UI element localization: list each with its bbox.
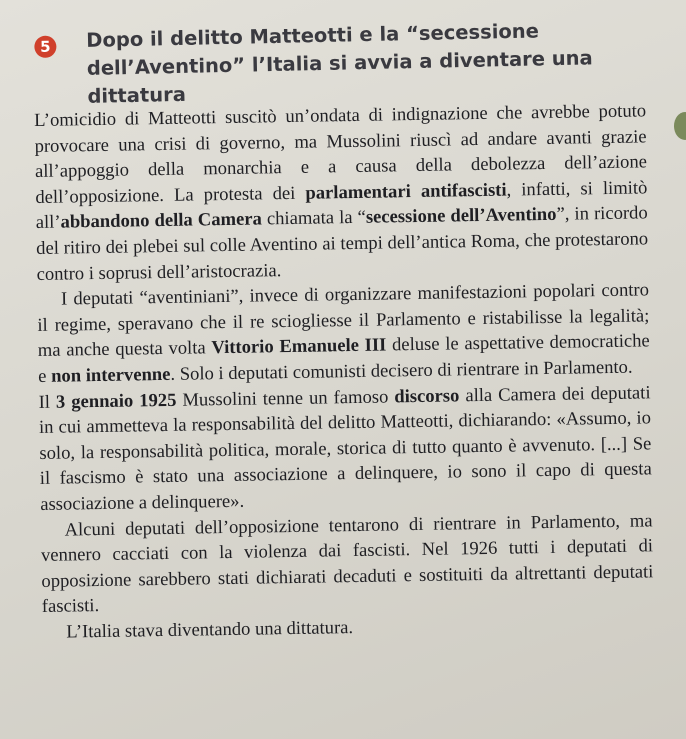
- paragraph-text: Alcuni deputati dell’opposizione tentarono di rientrare in Parlamento, ma vennero cacciati con la violenza dai fascisti. Nel 1926 tutti i deputati di opposizione sarebbero stati dichiarati decaduti e sostituiti da altrettanti deputati fascisti.: [40, 509, 654, 618]
- paragraph-text: L’omicidio di Matteotti suscitò un’ondata di indignazione che avrebbe potuto provocare una crisi di governo, ma Mussolini riuscì ad andare avanti grazie all’appoggio della monarchia e a causa della debolezza dell’azione dell’opposizione. La protesta dei: [34, 100, 648, 208]
- section-number-badge: 5: [34, 36, 56, 58]
- body-paragraph: [38, 380, 652, 518]
- paragraph-text: ”, in ricordo del ritiro dei plebei sul colle Aventino ai tempi dell’antica Roma, che protestarono contro i soprusi dell’aristocrazia.: [36, 202, 649, 285]
- paragraph-text: alla Camera dei deputati in cui ammetteva la responsabilità del delitto Matteotti, dichiarando: «Assumo, io solo, la responsabilità politica, morale, storica di tutto quanto è avvenuto. [...] Se il fascismo è stato una associazione a delinquere, io sono il capo di questa associazione a delinquere».: [38, 381, 652, 515]
- paragraph-text: deluse le aspettative democratiche e: [38, 330, 650, 387]
- section-header: [34, 15, 634, 108]
- paragraph-text: Mussolini tenne un famoso: [176, 385, 395, 411]
- body-paragraph: [37, 278, 651, 390]
- bold-term: 3 gennaio 1925: [55, 389, 177, 413]
- section-title: Dopo il delitto Matteotti e la “secessione dell’Aventino” l’Italia si avvia a diventare una dittatura: [86, 19, 593, 108]
- bold-term: discorso: [394, 384, 460, 407]
- paragraph-text: chiamata la “: [261, 207, 367, 230]
- paragraph-text: , infatti, si limitò all’: [35, 177, 648, 234]
- section-body: [34, 98, 654, 645]
- page-edge-mark: [674, 112, 686, 140]
- bold-term: secessione dell’Aventino: [365, 204, 557, 229]
- paragraph-text: . Solo i deputati comunisti decisero di rientrare in Parlamento.: [170, 356, 633, 385]
- paragraph-text: Il: [38, 391, 57, 413]
- body-paragraph: [34, 98, 649, 287]
- paragraph-text: I deputati “aventiniani”, invece di organizzare manifestazioni popolari contro il regime, speravano che il re sciogliesse il Parlamento e ristabilisse la legalità; ma anche questa volta: [37, 279, 650, 362]
- paragraph-text: L’Italia stava diventando una dittatura.: [66, 616, 354, 643]
- body-paragraph: [40, 508, 654, 620]
- bold-term: abbandono della Camera: [60, 208, 263, 233]
- bold-term: parlamentari antifascisti: [305, 179, 507, 204]
- bold-term: Vittorio Emanuele III: [211, 334, 387, 359]
- bold-term: non intervenne: [50, 363, 171, 387]
